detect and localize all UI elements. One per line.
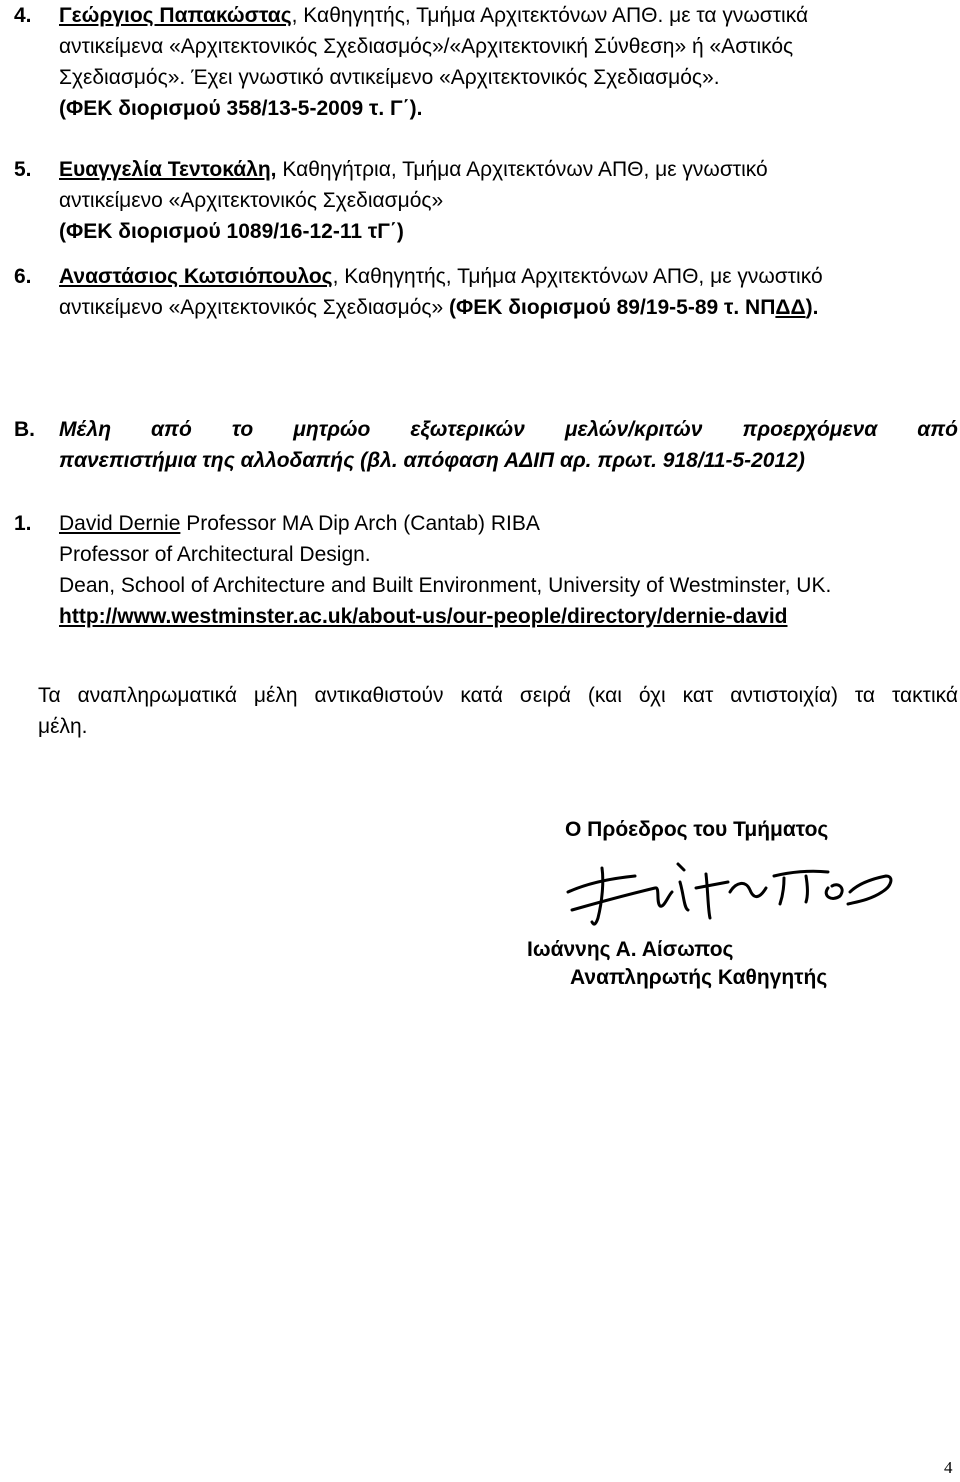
item-number: 6. <box>14 265 32 288</box>
member-details-line: αντικείμενο «Αρχιτεκτονικός Σχεδιασμός» <box>59 296 450 319</box>
member-details-line: αντικείμενο «Αρχιτεκτονικός Σχεδιασμός» <box>59 189 444 212</box>
section-b-heading-line2: πανεπιστήμια της αλλοδαπής (βλ. απόφαση ΑΔΙΠ αρ. πρωτ. 918/11-5-2012) <box>59 449 805 472</box>
signature-title: Ο Πρόεδρος του Τμήματος <box>565 818 829 841</box>
member-details: Καθηγήτρια, Τμήμα Αρχιτεκτόνων ΑΠΘ, με γνωστικό <box>276 158 768 181</box>
external-member-1 <box>14 508 954 632</box>
handwritten-signature <box>560 852 900 932</box>
member-title-line: Professor of Architectural Design. <box>59 543 371 566</box>
member-fek-end: ). <box>805 296 819 319</box>
member-affiliation-line: Dean, School of Architecture and Built Environment, University of Westminster, UK. <box>59 574 832 597</box>
member-profile-link[interactable]: http://www.westminster.ac.uk/about-us/our-people/directory/dernie-david <box>59 605 788 628</box>
member-details-line: Σχεδιασμός». Έχει γνωστικό αντικείμενο «Αρχιτεκτονικός Σχεδιασμός». <box>59 66 720 89</box>
member-details-line: αντικείμενα «Αρχιτεκτονικός Σχεδιασμός»/«Αρχιτεκτονική Σύνθεση» ή «Αστικός <box>59 35 794 58</box>
note-line: μέλη. <box>38 715 88 738</box>
member-item-5 <box>14 154 954 247</box>
note-line: Τα αναπληρωματικά μέλη αντικαθιστούν κατά σειρά (και όχι κατ αντιστοιχία) τα τακτικά <box>38 684 958 707</box>
item-number: 1. <box>14 512 32 535</box>
section-label: Β. <box>14 418 35 441</box>
member-name: Γεώργιος Παπακώστας <box>59 4 292 27</box>
member-name: Αναστάσιος Κωτσιόπουλος <box>59 265 333 288</box>
member-name: David Dernie <box>59 512 181 535</box>
section-b <box>14 414 958 476</box>
member-name: Ευαγγελία Τεντοκάλη, <box>59 158 277 181</box>
section-b-heading: Μέλη από το μητρώο εξωτερικών μελών/κριτών προερχόμενα από <box>59 418 958 441</box>
member-details: , Καθηγητής, Τμήμα Αρχιτεκτόνων ΑΠΘ. με τα γνωστικά <box>291 4 809 27</box>
member-item-6 <box>14 261 954 323</box>
member-details: , Καθηγητής, Τμήμα Αρχιτεκτόνων ΑΠΘ, με γνωστικό <box>332 265 823 288</box>
member-fek: (ΦΕΚ διορισμού 358/13-5-2009 τ. Γ΄). <box>59 97 423 120</box>
item-number: 4. <box>14 4 32 27</box>
member-item-4 <box>14 0 954 124</box>
signatory-role: Αναπληρωτής Καθηγητής <box>570 966 828 989</box>
page-number: 4 <box>944 1458 953 1477</box>
signatory-name: Ιωάννης Α. Αίσωπος <box>527 938 734 961</box>
substitutes-note <box>38 680 958 742</box>
member-fek-underlined: ΔΔ <box>775 296 806 319</box>
member-details: Professor MA Dip Arch (Cantab) RIBA <box>180 512 540 535</box>
item-number: 5. <box>14 158 32 181</box>
member-fek: (ΦΕΚ διορισμού 1089/16-12-11 τΓ΄) <box>59 220 404 243</box>
member-fek: (ΦΕΚ διορισμού 89/19-5-89 τ. ΝΠ <box>449 296 776 319</box>
